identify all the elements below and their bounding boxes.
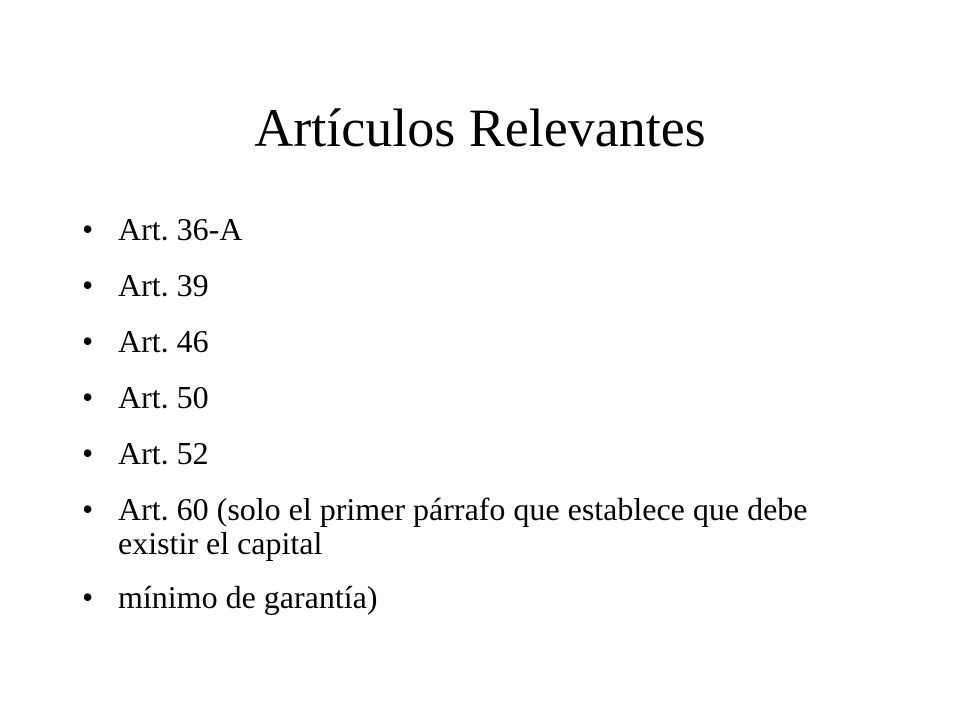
list-item [82,324,882,358]
bullet-icon: • [82,211,94,247]
list-item-text: Art. 36-A [118,211,243,247]
list-item-text: Art. 52 [118,435,209,471]
list-item [82,380,882,414]
bullet-icon: • [82,379,94,415]
bullet-icon: • [82,435,94,471]
bullet-icon: • [82,579,94,615]
bullet-icon: • [82,267,94,303]
list-item [82,436,882,470]
list-item-text: Art. 50 [118,379,209,415]
list-item-text: Art. 46 [118,323,209,359]
list-item [82,580,882,614]
list-item-text: mínimo de garantía) [118,579,378,615]
bullet-icon: • [82,323,94,359]
list-item-text: Art. 60 (solo el primer párrafo que establece que debe existir el capital [118,491,808,561]
list-item [82,268,882,302]
slide-title: Artículos Relevantes [254,98,706,158]
list-item [82,212,882,246]
bullet-icon: • [82,491,94,527]
list-item [82,492,882,560]
list-item-text: Art. 39 [118,267,209,303]
bullet-list [82,212,882,636]
